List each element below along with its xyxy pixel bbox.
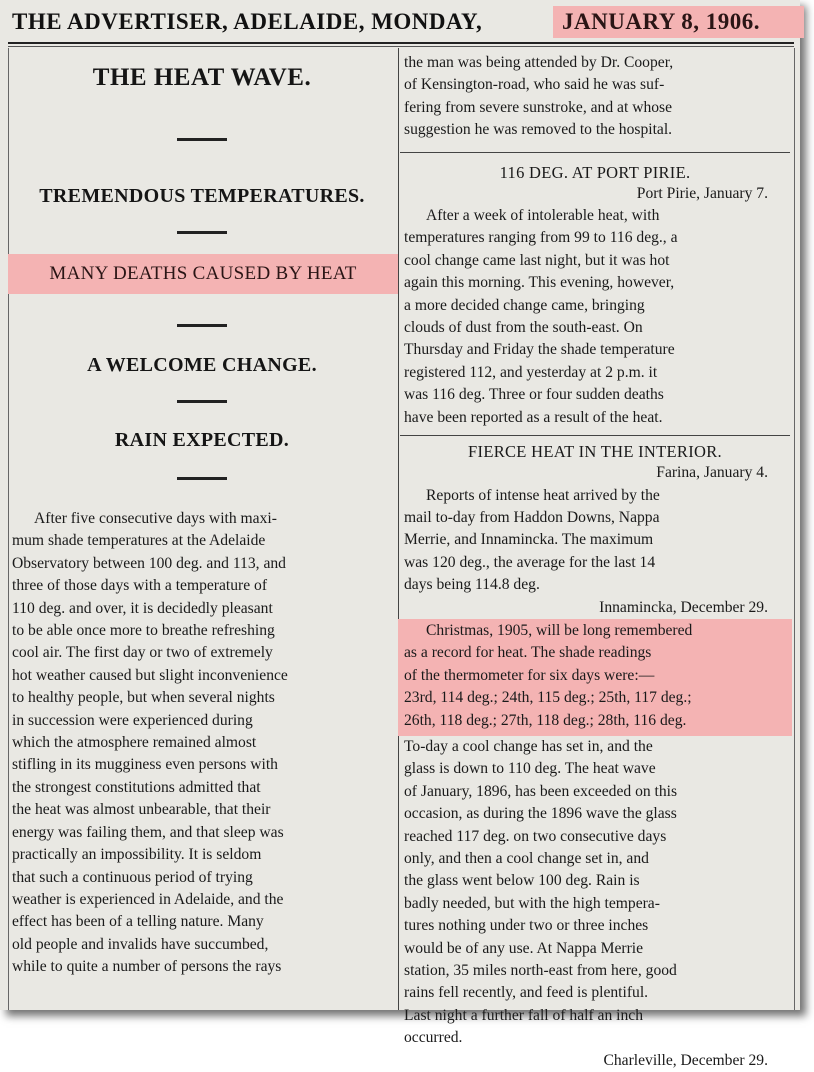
text-line: the strongest constitutions admitted that [12,778,261,796]
text-line: Merrie, and Innamincka. The maximum [404,531,654,549]
masthead-rule-thin [8,46,794,47]
text-line: registered 112, and yesterday at 2 p.m. it [404,363,658,381]
text-line: effect has been of a telling nature. Many [12,913,264,931]
text-line: mum shade temperatures at the Adelaide [12,532,266,550]
text-line: occasion, as during the 1896 wave the glass [404,805,677,823]
text-line: the heat was almost unbearable, that their [12,801,271,819]
text-line: tures nothing under two or three inches [404,917,649,935]
innamincka-dateline: Innamincka, December 29. [599,598,768,616]
text-line: stifling in its mugginess even persons with [12,756,278,774]
subhead-welcome-change: A WELCOME CHANGE. [87,354,317,376]
text-line: Reports of intense heat arrived by the [426,486,660,504]
text-line: as a record for heat. The shade readings [404,644,652,662]
text-line: mail to-day from Haddon Downs, Nappa [404,508,660,526]
text-line: three of those days with a temperature of [12,577,268,595]
text-line: again this morning. This evening, however, [404,274,675,292]
text-line: which the atmosphere remained almost [12,734,257,752]
text-line: of Kensington-road, who said he was suf- [404,76,665,94]
text-line: was 120 deg., the average for the last 14 [404,553,656,571]
left-border [8,48,9,1010]
text-line: After a week of intolerable heat, with [426,207,660,225]
text-line: Last night a further fall of half an inch [404,1006,644,1024]
subhead-deaths-highlighted: MANY DEATHS CAUSED BY HEAT [8,254,398,294]
text-line: was 116 deg. Three or four sudden deaths [404,386,664,404]
column-divider [398,48,399,1010]
interior-body [404,462,786,1069]
subhead-temperatures: TREMENDOUS TEMPERATURES. [39,185,365,207]
text-line: days being 114.8 deg. [404,576,540,594]
text-line: to healthy people, but when several nights [12,689,275,707]
text-line: clouds of dust from the south-east. On [404,319,643,337]
pirie-dateline: Port Pirie, January 7. [636,184,768,202]
text-line: a more decided change came, bringing [404,296,645,314]
article-body [12,508,392,979]
text-line: practically an impossibility. It is seldom [12,846,262,864]
text-line: cool change came last night, but it was hot [404,251,670,269]
text-line: of the thermometer for six days were:— [404,666,655,684]
subhead-rain-expected: RAIN EXPECTED. [114,429,290,451]
text-line: while to quite a number of persons the rays [12,958,282,976]
text-line: 110 deg. and over, it is decidedly pleasant [12,599,273,617]
text-line: the glass went below 100 deg. Rain is [404,872,640,890]
text-line: temperatures ranging from 99 to 116 deg., a [404,229,678,247]
text-line: Christmas, 1905, will be long remembered [426,621,693,639]
text-line: old people and invalids have succumbed, [12,935,269,953]
issue-date: JANUARY 8, 1906. [562,9,760,34]
text-line: weather is experienced in Adelaide, and the [12,890,284,908]
text-line: 26th, 118 deg.; 27th, 118 deg.; 28th, 116 deg. [404,711,687,729]
section-rule [400,152,790,153]
text-line: cool air. The first day or two of extremely [12,644,273,662]
cutoff-dateline-wrap [404,1050,786,1069]
text-line: Observatory between 100 deg. and 113, and [12,554,286,572]
text-line: badly needed, but with the high tempera- [404,894,660,912]
text-line: occurred. [404,1029,463,1047]
text-line: 23rd, 114 deg.; 24th, 115 deg.; 25th, 117 deg.; [404,689,692,707]
charleville-dateline: Charleville, December 29. [603,1051,768,1069]
text-line: energy was failing them, and that sleep was [12,823,284,841]
christmas-readings-highlight [398,619,792,736]
text-line: station, 35 miles north-east from here, good [404,962,677,980]
text-line: rains fell recently, and feed is plentiful. [404,984,649,1002]
text-line: the man was being attended by Dr. Cooper, [404,54,674,71]
left-column [12,52,392,979]
section-rule [400,435,790,436]
text-line: in succession were experienced during [12,711,253,729]
text-line: To-day a cool change has set in, and the [404,737,653,755]
text-line: have been reported as a result of the heat. [404,408,663,426]
text-line: hot weather caused but slight inconvenience [12,666,288,684]
text-line: Thursday and Friday the shade temperature [404,341,675,359]
pirie-body [404,183,786,429]
text-line: that such a continuous period of trying [12,868,253,886]
text-line: After five consecutive days with maxi- [34,510,277,527]
text-line: fering from severe sunstroke, and at whose [404,98,673,116]
right-column [404,52,786,1069]
text-line: would be of any use. At Nappa Merrie [404,939,644,957]
pirie-heading: 116 DEG. AT PORT PIRIE. [499,162,691,182]
right-border [794,48,795,1010]
masthead-rule [8,42,794,44]
continued-text [404,52,786,142]
text-line: reached 117 deg. on two consecutive days [404,827,667,845]
text-line: glass is down to 110 deg. The heat wave [404,760,656,778]
text-line: to be able once more to breathe refreshing [12,622,275,640]
masthead [8,6,792,38]
interior-heading: FIERCE HEAT IN THE INTERIOR. [468,442,722,462]
text-line: only, and then a cool change set in, and [404,850,649,867]
farina-dateline: Farina, January 4. [656,464,768,482]
text-line: of January, 1896, has been exceeded on this [404,782,678,800]
publication-title: THE ADVERTISER, ADELAIDE, MONDAY, [12,9,483,34]
article-headline: THE HEAT WAVE. [92,64,312,91]
text-line: suggestion he was removed to the hospital. [404,121,673,139]
